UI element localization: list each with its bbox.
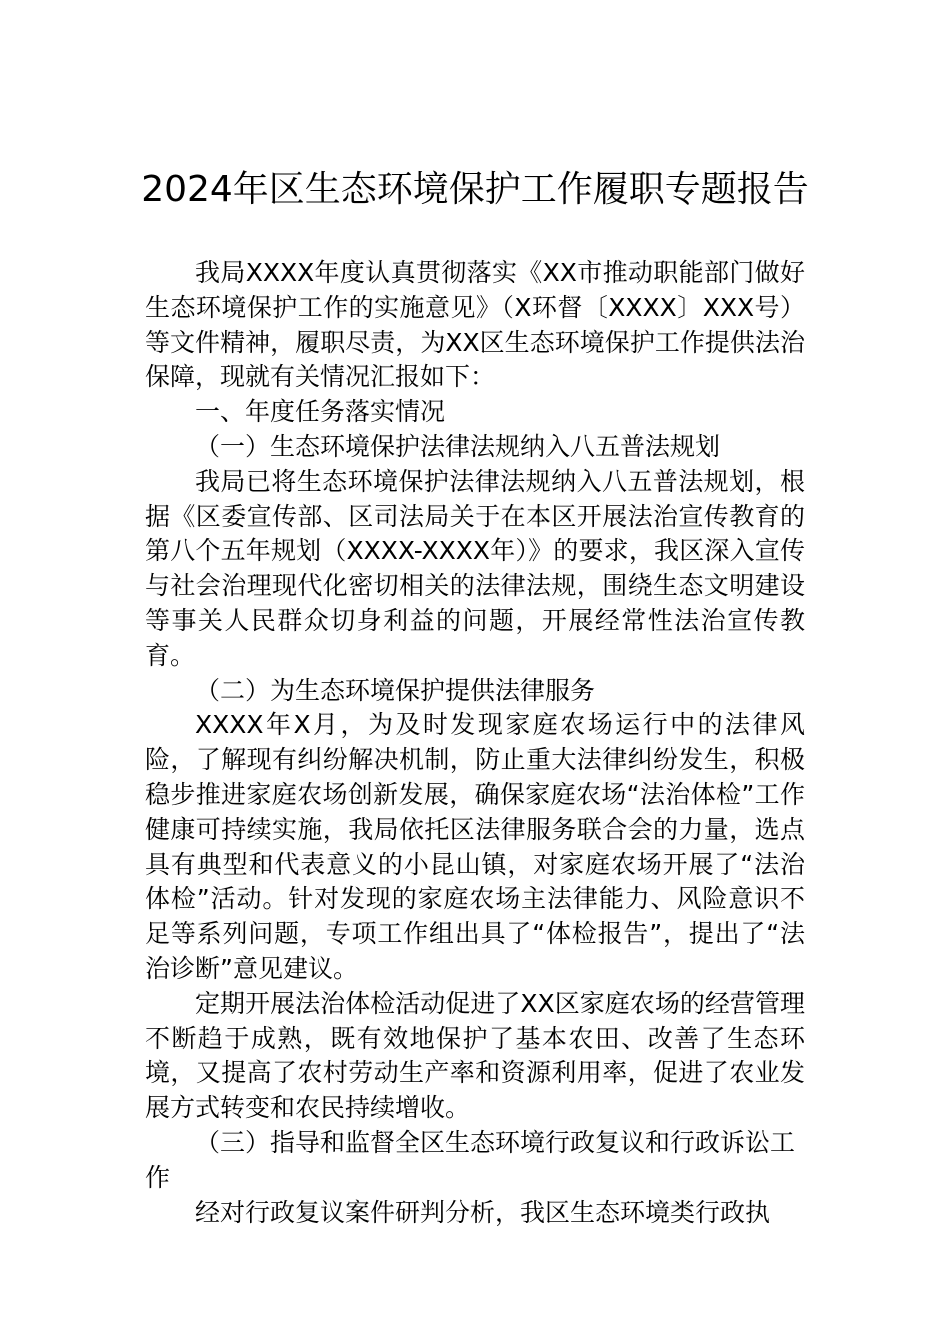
document-title: 2024年区生态环境保护工作履职专题报告 (141, 169, 809, 210)
section-heading-1: 一、年度任务落实情况 (195, 397, 446, 427)
body-paragraph-3: 定期开展法治体检活动促进了XX区家庭农场的经营管理不断趋于成熟，既有效地保护了基本农田、改善了生态环境，又提高了农村劳动生产率和资源利用率，促进了农业发展方式转变和农民持续增收。 (145, 988, 805, 1123)
subsection-heading-1: （一）生态环境保护法律法规纳入八五普法规划 (195, 431, 721, 461)
body-paragraph-2: XXXX年X月，为及时发现家庭农场运行中的法律风险，了解现有纠纷解决机制，防止重大法律纠纷发生，积极稳步推进家庭农场创新发展，确保家庭农场“法治体检”工作健康可持续实施，我局依托区法律服务联合会的力量，选点具有典型和代表意义的小昆山镇，对家庭农场开展了“法治体检”活动。针对发现的家庭农场主法律能力、风险意识不足等系列问题，专项工作组出具了“体检报告”，提出了“法治诊断”意见建议。 (145, 710, 805, 983)
body-paragraph-1: 我局已将生态环境保护法律法规纳入八五普法规划，根据《区委宣传部、区司法局关于在本区开展法治宣传教育的第八个五年规划（XXXX-XXXX年）》的要求，我区深入宣传与社会治理现代化密切相关的法律法规，围绕生态文明建设等事关人民群众切身利益的问题，开展经常性法治宣传教育。 (145, 466, 805, 670)
subsection-heading-3: （三）指导和监督全区生态环境行政复议和行政诉讼工作 (145, 1127, 796, 1192)
body-paragraph-4: 经对行政复议案件研判分析，我区生态环境类行政执 (195, 1197, 771, 1227)
intro-paragraph: 我局XXXX年度认真贯彻落实《XX市推动职能部门做好生态环境保护工作的实施意见》（X环督〔XXXX〕XXX号）等文件精神，履职尽责，为XX区生态环境保护工作提供法治保障，现就有关情况汇报如下： (145, 258, 805, 392)
document-body (145, 256, 805, 1230)
subsection-heading-2: （二）为生态环境保护提供法律服务 (195, 675, 596, 705)
